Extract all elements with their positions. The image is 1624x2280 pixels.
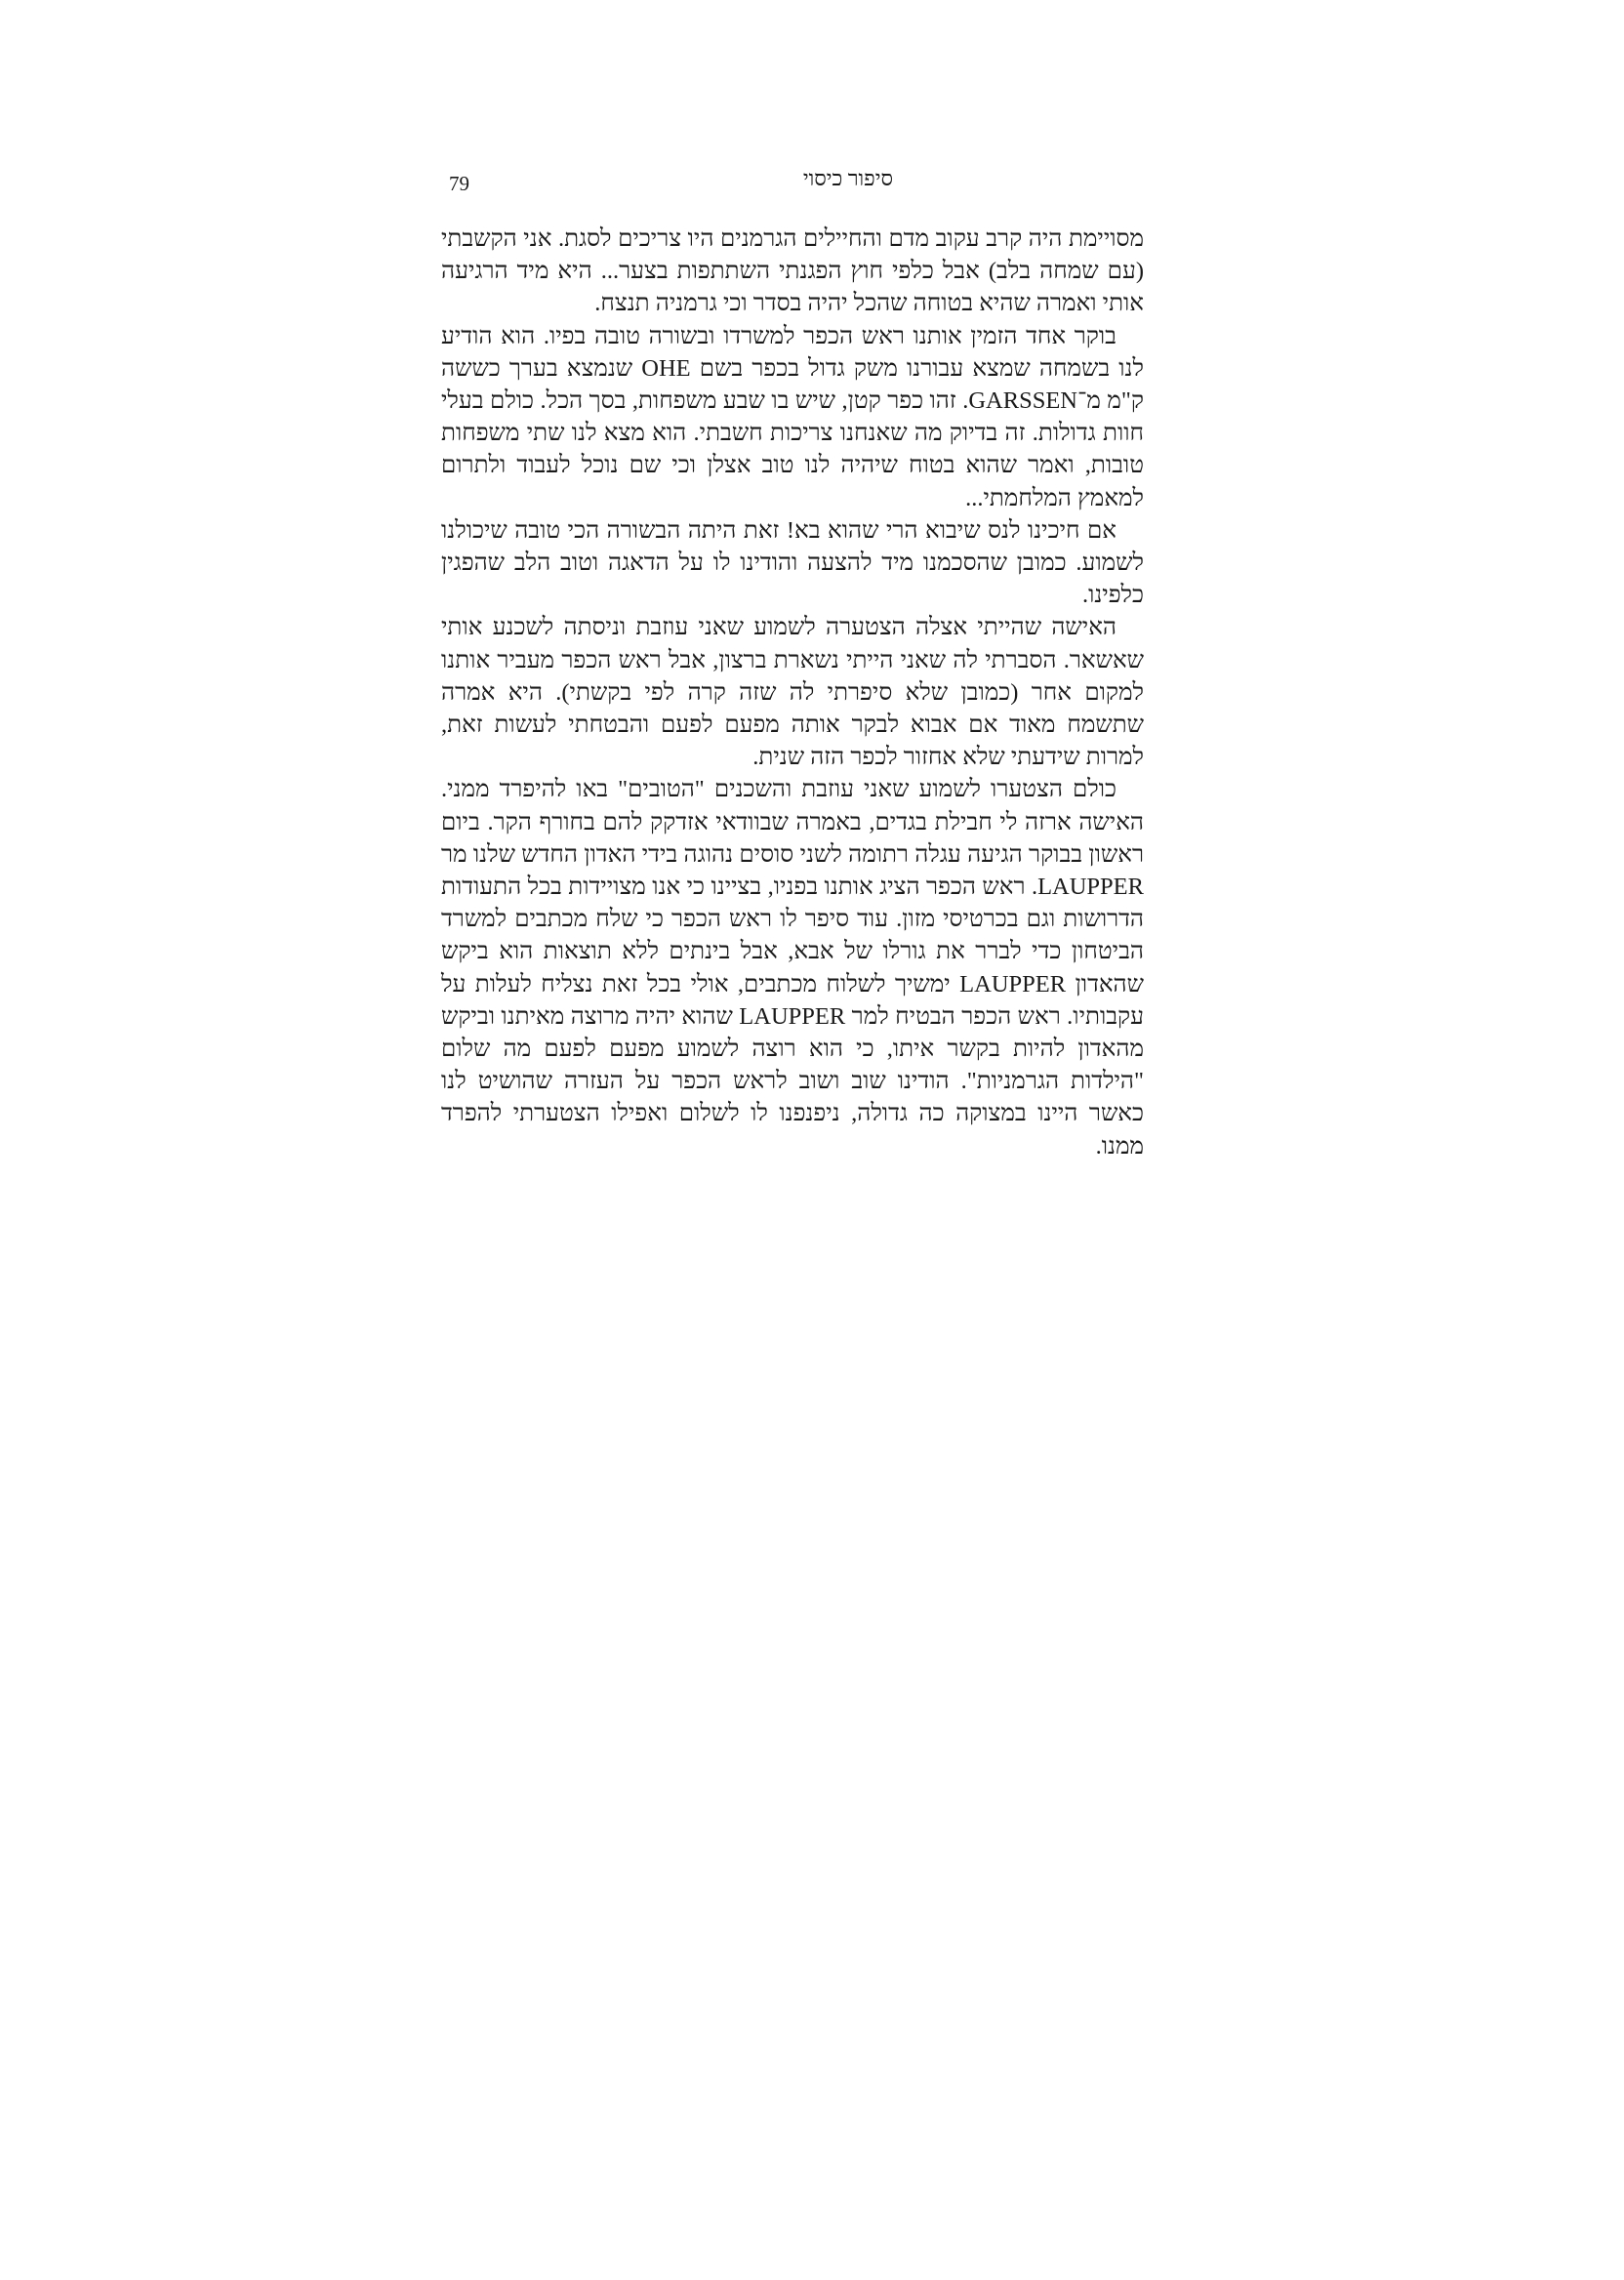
page-header [449,166,893,205]
paragraph: מסויימת היה קרב עקוב מדם והחיילים הגרמנים היו צריכים לסגת. אני הקשבתי (עם שמחה בלב) אבל כלפי חוץ הפגנתי השתתפות בצער... היא מיד הרגיעה אותי ואמרה שהיא בטוחה שהכל יהיה בסדר וכי גרמניה תנצח. [441,225,1144,317]
page-number: 79 [449,172,469,195]
paragraph: האישה שהייתי אצלה הצטערה לשמוע שאני עוזבת וניסתה לשכנע אותי שאשאר. הסברתי לה שאני הייתי נשארת ברצון, אבל ראש הכפר מעביר אותנו למקום אחר (כמובן שלא סיפרתי לה שזה קרה לפי בקשתי). היא אמרה שתשמח מאוד אם אבוא לבקר אותה מפעם לפעם והבטחתי לעשות זאת, למרות שידעתי שלא אחזור לכפר הזה שנית. [441,614,1144,771]
body-text [441,223,1144,1162]
paragraph: אם חיכינו לנס שיבוא הרי שהוא בא! זאת היתה הבשורה הכי טובה שיכולנו לשמוע. כמובן שהסכמנו מיד להצעה והודינו לו על הדאגה וטוב הלב שהפגין כלפינו. [441,516,1144,609]
paragraph: בוקר אחד הזמין אותנו ראש הכפר למשרדו ובשורה טובה בפיו. הוא הודיע לנו בשמחה שמצא עבורנו משק גדול בכפר בשם OHE שנמצא בערך כששה ק"מ מ־GARSSEN. זהו כפר קטן, שיש בו שבע משפחות, בסך הכל. כולם בעלי חוות גדולות. זה בדיוק מה שאנחנו צריכות חשבתי. הוא מצא לנו שתי משפחות טובות, ואמר שהוא בטוח שיהיה לנו טוב אצלן וכי שם נוכל לעבוד ולתרום למאמץ המלחמתי... [441,322,1144,511]
paragraph: כולם הצטערו לשמוע שאני עוזבת והשכנים "הטובים" באו להיפרד ממני. האישה ארזה לי חבילת בגדים, באמרה שבוודאי אזדקק להם בחורף הקר. ביום ראשון בבוקר הגיעה עגלה רתומה לשני סוסים נהוגה בידי האדון החדש שלנו מר LAUPPER. ראש הכפר הציג אותנו בפניו, בציינו כי אנו מצויידות בכל התעודות הדרושות וגם בכרטיסי מזון. עוד סיפר לו ראש הכפר כי שלח מכתבים למשרד הביטחון כדי לברר את גורלו של אבא, אבל בינתים ללא תוצאות הוא ביקש שהאדון LAUPPER ימשיך לשלוח מכתבים, אולי בכל זאת נצליח לעלות על עקבותיו. ראש הכפר הבטיח למר LAUPPER שהוא יהיה מרוצה מאיתנו וביקש מהאדון להיות בקשר איתו, כי הוא רוצה לשמוע מפעם לפעם מה שלום "הילדות הגרמניות". הודינו שוב ושוב לראש הכפר על העזרה שהושיט לנו כאשר היינו במצוקה כה גדולה, ניפנפנו לו לשלום ואפילו הצטערתי להפרד ממנו. [441,776,1144,1160]
running-title: סיפור כיסוי [802,166,893,190]
